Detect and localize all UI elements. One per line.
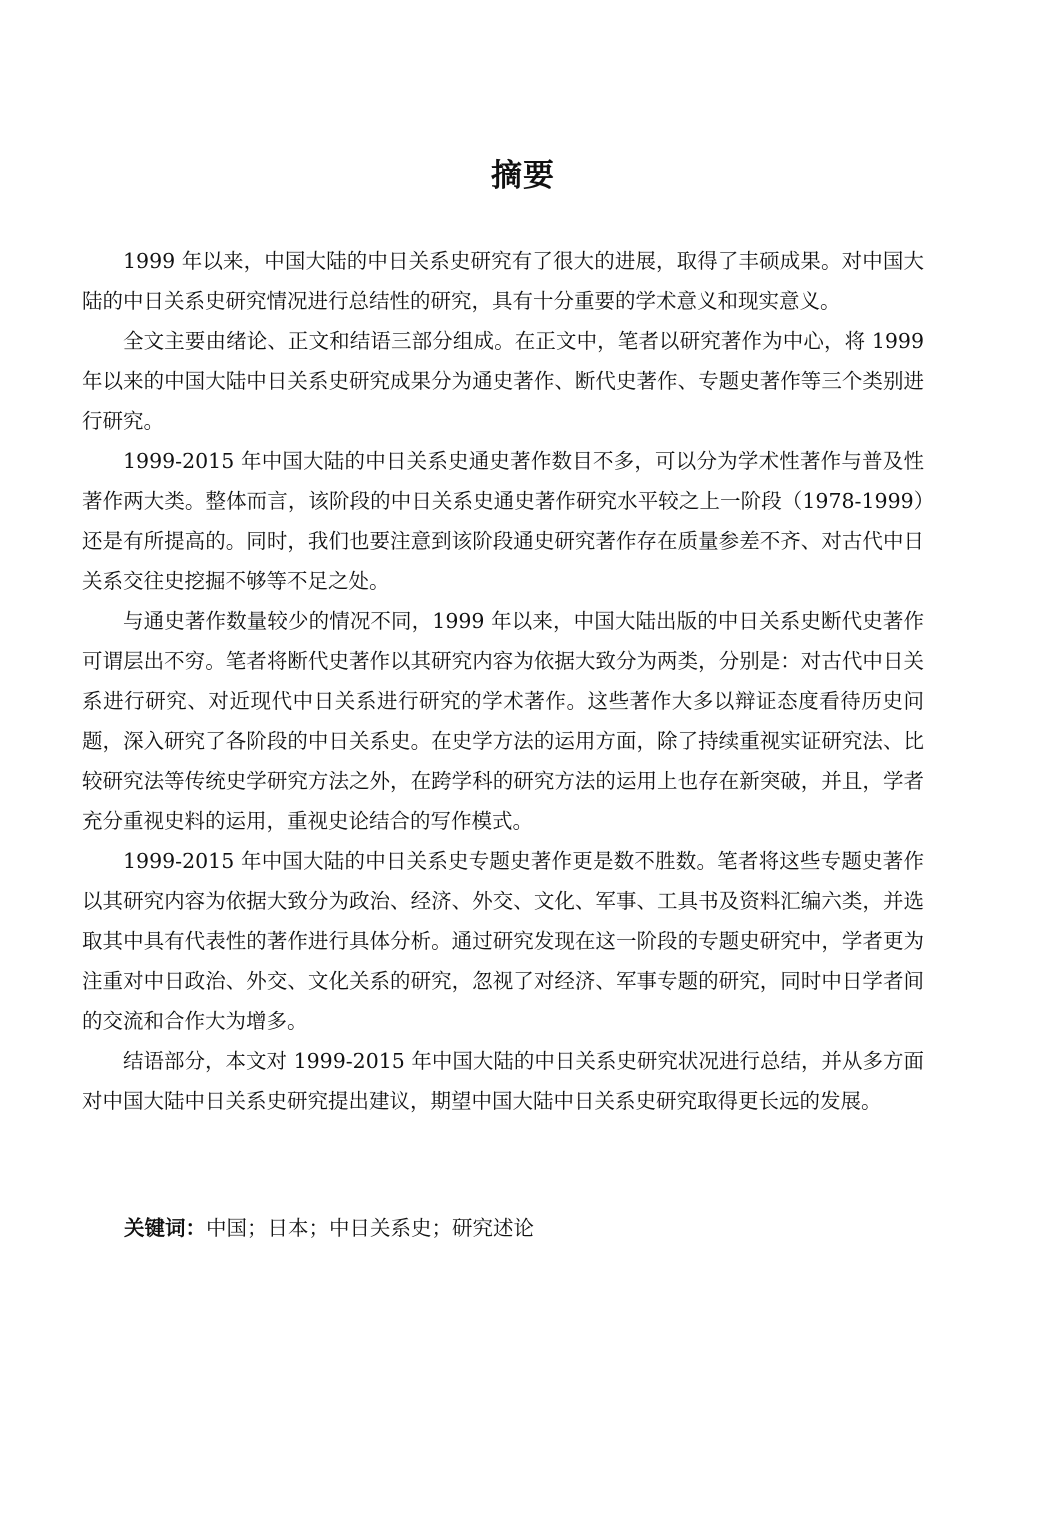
abstract-body <box>82 241 924 1121</box>
page-title: 摘要 <box>491 158 555 194</box>
abstract-paragraph: 1999 年以来，中国大陆的中日关系史研究有了很大的进展，取得了丰硕成果。对中国大陆的中日关系史研究情况进行总结性的研究，具有十分重要的学术意义和现实意义。 <box>82 249 924 313</box>
abstract-paragraph: 全文主要由绪论、正文和结语三部分组成。在正文中，笔者以研究著作为中心，将 1999 年以来的中国大陆中日关系史研究成果分为通史著作、断代史著作、专题史著作等三个类别进行研究。 <box>82 329 924 433</box>
keywords-label: 关键词： <box>124 1216 206 1240</box>
abstract-paragraph: 1999-2015 年中国大陆的中日关系史通史著作数目不多，可以分为学术性著作与普及性著作两大类。整体而言，该阶段的中日关系史通史著作研究水平较之上一阶段（1978-1999）还是有所提高的。同时，我们也要注意到该阶段通史研究著作存在质量参差不齐、对古代中日关系交往史挖掘不够等不足之处。 <box>82 449 924 593</box>
abstract-paragraph: 1999-2015 年中国大陆的中日关系史专题史著作更是数不胜数。笔者将这些专题史著作以其研究内容为依据大致分为政治、经济、外交、文化、军事、工具书及资料汇编六类，并选取其中具有代表性的著作进行具体分析。通过研究发现在这一阶段的专题史研究中，学者更为注重对中日政治、外交、文化关系的研究，忽视了对经济、军事专题的研究，同时中日学者间的交流和合作大为增多。 <box>82 849 924 1033</box>
keywords-text: 中国；日本；中日关系史；研究述论 <box>206 1216 534 1240</box>
abstract-paragraph: 结语部分，本文对 1999-2015 年中国大陆的中日关系史研究状况进行总结，并从多方面对中国大陆中日关系史研究提出建议，期望中国大陆中日关系史研究取得更长远的发展。 <box>82 1049 924 1113</box>
keywords-line <box>124 1208 534 1248</box>
abstract-paragraph: 与通史著作数量较少的情况不同，1999 年以来，中国大陆出版的中日关系史断代史著作可谓层出不穷。笔者将断代史著作以其研究内容为依据大致分为两类，分别是：对古代中日关系进行研究、对近现代中日关系进行研究的学术著作。这些著作大多以辩证态度看待历史问题，深入研究了各阶段的中日关系史。在史学方法的运用方面，除了持续重视实证研究法、比较研究法等传统史学研究方法之外，在跨学科的研究方法的运用上也存在新突破，并且，学者充分重视史料的运用，重视史论结合的写作模式。 <box>82 609 924 833</box>
